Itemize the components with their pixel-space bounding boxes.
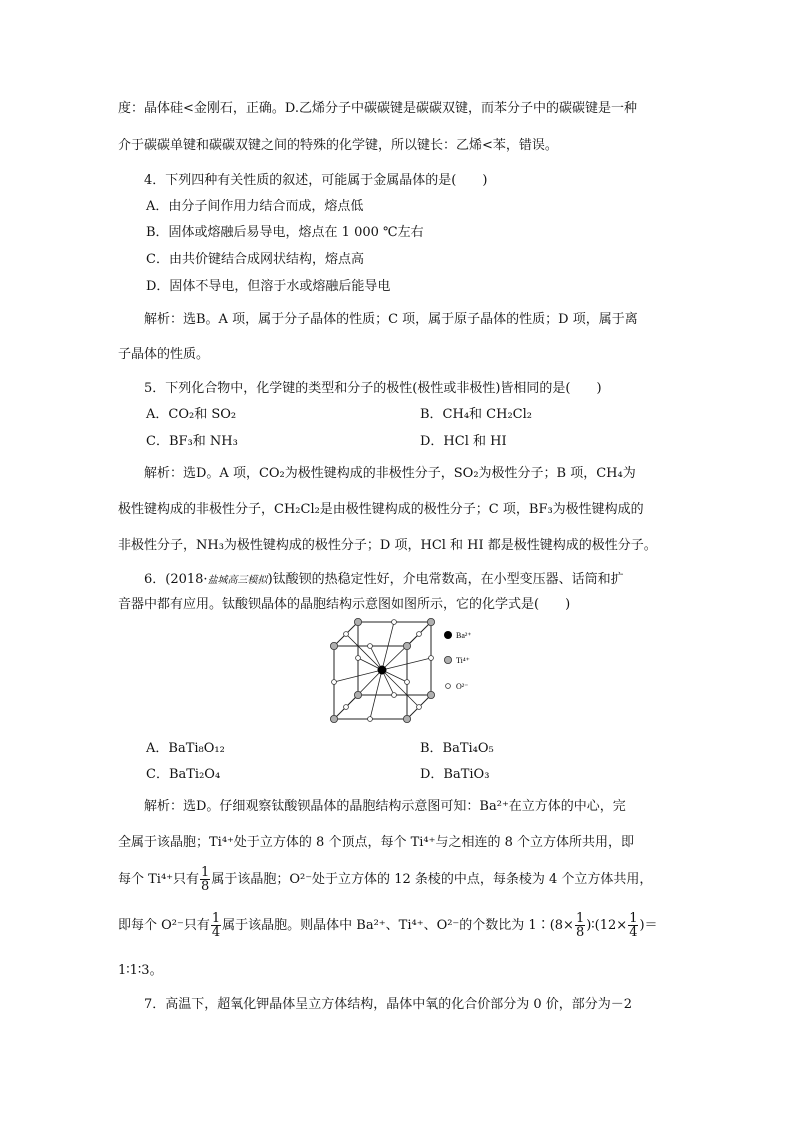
q6-analysis-2: 全属于该晶胞；Ti⁴⁺处于立方体的 8 个顶点，每个 Ti⁴⁺与之相连的 8 个立方体所共用，即 bbox=[118, 835, 635, 850]
q6-option-a: A．BaTi₈O₁₂ bbox=[146, 741, 225, 756]
o-ion bbox=[344, 705, 349, 710]
q6-stem-prefix: 6．(2018· bbox=[144, 572, 208, 587]
fraction-numerator: 1 bbox=[201, 865, 210, 880]
q6-stem-2: 音器中都有应用。钛酸钡晶体的晶胞结构示意图如图所示，它的化学式是( ) bbox=[118, 597, 571, 612]
o-ion bbox=[417, 705, 422, 710]
o-ion bbox=[368, 717, 373, 722]
fraction-one-eighth bbox=[575, 912, 585, 939]
fraction-one-quarter bbox=[628, 912, 638, 939]
q6-analysis-4-pre: 即每个 O²⁻只有 bbox=[118, 918, 210, 933]
q4-stem: 4．下列四种有关性质的叙述，可能属于金属晶体的是( ) bbox=[144, 173, 488, 188]
o-ion bbox=[356, 656, 361, 661]
fraction-denominator: 4 bbox=[211, 925, 221, 940]
q6-analysis-4-mid: 属于该晶胞。则晶体中 Ba²⁺、Ti⁴⁺、O²⁻的个数比为 1∶(8× bbox=[222, 918, 574, 933]
o-ion bbox=[332, 680, 337, 685]
q5-analysis-1: 解析：选D。A 项，CO₂为极性键构成的非极性分子，SO₂为极性分子；B 项，CH₄为 bbox=[144, 466, 636, 481]
q5-option-a: A．CO₂和 SO₂ bbox=[146, 407, 237, 422]
q6-analysis-4 bbox=[118, 912, 658, 939]
o-ion bbox=[344, 632, 349, 637]
fraction-denominator: 8 bbox=[201, 879, 210, 894]
q4-option-b: B．固体或熔融后易导电，熔点在 1 000 ℃左右 bbox=[146, 225, 424, 240]
q6-option-b: B．BaTi₄O₅ bbox=[420, 741, 494, 756]
q6-source: 盐城高三模拟 bbox=[207, 575, 268, 586]
fraction-numerator: 1 bbox=[629, 911, 638, 926]
legend-o-icon bbox=[446, 684, 451, 689]
q5-stem: 5．下列化合物中，化学键的类型和分子的极性(极性或非极性)皆相同的是( ) bbox=[144, 381, 602, 396]
o-ion bbox=[417, 632, 422, 637]
ti-ion bbox=[354, 618, 361, 625]
continued-text-line-2: 介于碳碳单键和碳碳双键之间的特殊的化学键，所以键长：乙烯<苯，错误。 bbox=[118, 138, 558, 153]
ti-ion bbox=[330, 715, 337, 722]
q4-analysis-1: 解析：选B。A 项，属于分子晶体的性质；C 项，属于原子晶体的性质；D 项，属于离 bbox=[144, 312, 638, 327]
ti-ion bbox=[354, 691, 361, 698]
q5-option-b: B．CH₄和 CH₂Cl₂ bbox=[420, 407, 532, 422]
q6-analysis-4-post: )＝ bbox=[639, 918, 658, 933]
crystal-cell-figure bbox=[322, 618, 472, 733]
q6-analysis-4-mid2: )∶(12× bbox=[586, 918, 628, 933]
q5-option-d: D．HCl 和 HI bbox=[420, 434, 507, 449]
fraction-denominator: 8 bbox=[575, 925, 585, 940]
q4-option-a: A．由分子间作用力结合而成，熔点低 bbox=[146, 199, 364, 214]
q6-analysis-3 bbox=[118, 866, 652, 893]
ba-ion bbox=[378, 666, 387, 675]
ti-ion bbox=[427, 691, 434, 698]
q6-analysis-3-post: 属于该晶胞；O²⁻处于立方体的 12 条棱的中点，每条棱为 4 个立方体共用， bbox=[211, 872, 653, 887]
o-ion bbox=[392, 693, 397, 698]
o-ion bbox=[392, 620, 397, 625]
ti-ion bbox=[403, 715, 410, 722]
q5-analysis-3: 非极性分子，NH₃为极性键构成的极性分子；D 项，HCl 和 HI 都是极性键构成的极性分子。 bbox=[118, 538, 657, 553]
q4-option-c: C．由共价键结合成网状结构，熔点高 bbox=[146, 252, 364, 267]
o-ion bbox=[368, 644, 373, 649]
q5-analysis-2: 极性键构成的非极性分子，CH₂Cl₂是由极性键构成的极性分子；C 项，BF₃为极性键构成的 bbox=[118, 502, 644, 517]
ti-ion bbox=[403, 642, 410, 649]
q6-analysis-5: 1∶1∶3。 bbox=[118, 963, 163, 978]
fraction-one-eighth bbox=[200, 866, 210, 893]
legend-o-label: O²⁻ bbox=[456, 682, 469, 691]
o-ion bbox=[429, 656, 434, 661]
q6-option-d: D．BaTiO₃ bbox=[420, 767, 490, 782]
fraction-numerator: 1 bbox=[211, 911, 221, 926]
o-ion bbox=[405, 680, 410, 685]
legend-ti-icon bbox=[444, 656, 451, 663]
q6-analysis-1: 解析：选D。仔细观察钛酸钡晶体的晶胞结构示意图可知：Ba²⁺在立方体的中心，完 bbox=[144, 799, 626, 814]
legend bbox=[444, 631, 472, 691]
legend-ba-label: Ba²⁺ bbox=[456, 631, 472, 640]
q6-stem-1 bbox=[144, 571, 624, 590]
legend-ba-icon bbox=[444, 631, 452, 639]
ti-ion bbox=[427, 618, 434, 625]
q6-stem-suffix: )钛酸钡的热稳定性好，介电常数高，在小型变压器、话筒和扩 bbox=[267, 572, 624, 587]
q4-analysis-2: 子晶体的性质。 bbox=[118, 347, 210, 362]
q5-option-c: C．BF₃和 NH₃ bbox=[146, 434, 238, 449]
q4-option-d: D．固体不导电，但溶于水或熔融后能导电 bbox=[146, 279, 391, 294]
fraction-one-quarter bbox=[211, 912, 221, 939]
q6-analysis-3-pre: 每个 Ti⁴⁺只有 bbox=[118, 872, 200, 887]
continued-text-line-1: 度：晶体硅<金刚石，正确。D.乙烯分子中碳碳键是碳碳双键，而苯分子中的碳碳键是一种 bbox=[118, 101, 637, 116]
q7-stem: 7．高温下，超氧化钾晶体呈立方体结构，晶体中氧的化合价部分为 0 价，部分为－2 bbox=[144, 997, 633, 1012]
ti-ion bbox=[330, 642, 337, 649]
fraction-denominator: 4 bbox=[629, 925, 638, 940]
legend-ti-label: Ti⁴⁺ bbox=[456, 656, 470, 665]
fraction-numerator: 1 bbox=[575, 911, 585, 926]
q6-option-c: C．BaTi₂O₄ bbox=[146, 767, 221, 782]
